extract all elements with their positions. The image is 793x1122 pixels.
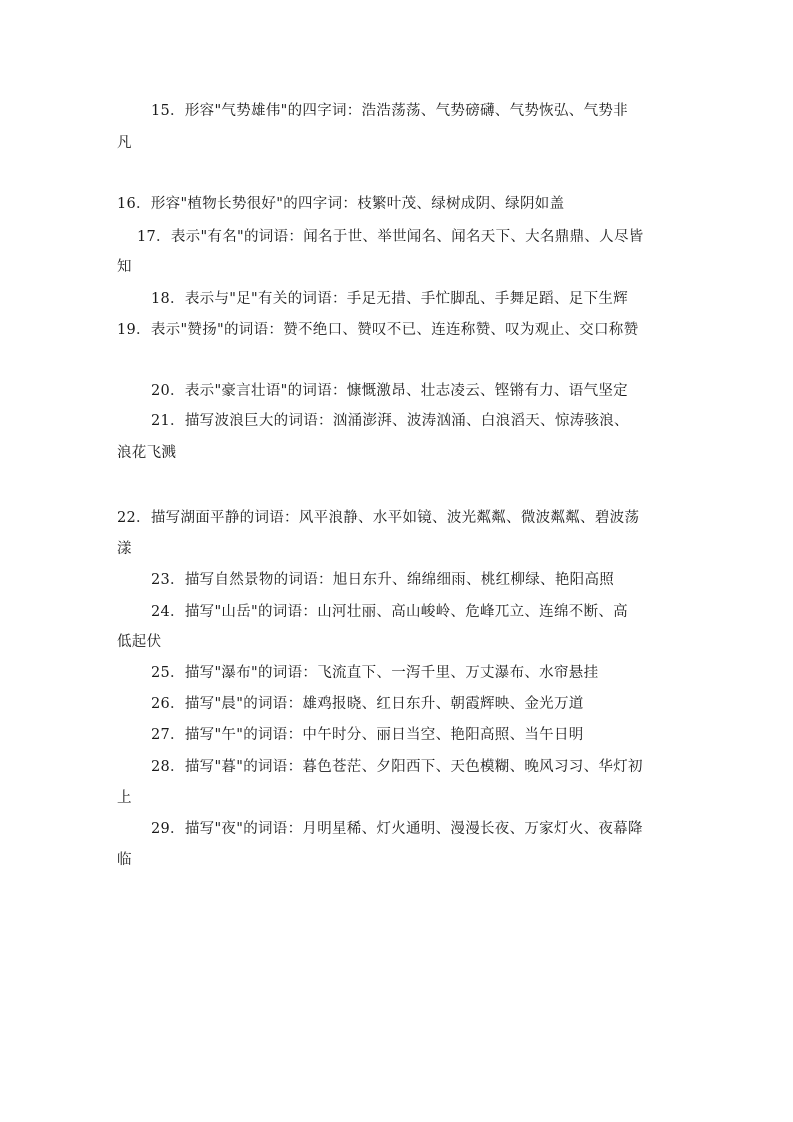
item-24-line-1: 24．描写"山岳"的词语：山河壮丽、高山峻岭、危峰兀立、连绵不断、高 [151,604,628,620]
item-28-line-1: 28．描写"暮"的词语：暮色苍茫、夕阳西下、天色模糊、晚风习习、华灯初 [151,759,643,775]
item-22-line-1: 22．描写湖面平静的词语：风平浪静、水平如镜、波光粼粼、微波粼粼、碧波荡 [117,510,640,526]
item-22-line-2: 漾 [117,541,132,557]
item-23: 23．描写自然景物的词语：旭日东升、绵绵细雨、桃红柳绿、艳阳高照 [151,572,615,588]
item-17-line-2: 知 [117,259,132,275]
item-15-line-2: 凡 [117,135,132,151]
item-24-line-2: 低起伏 [117,634,162,650]
item-19: 19．表示"赞扬"的词语：赞不绝口、赞叹不已、连连称赞、叹为观止、交口称赞 [117,322,639,338]
item-25: 25．描写"瀑布"的词语：飞流直下、一泻千里、万丈瀑布、水帘悬挂 [151,665,599,681]
item-26: 26．描写"晨"的词语：雄鸡报晓、红日东升、朝霞辉映、金光万道 [151,696,584,712]
item-20: 20．表示"豪言壮语"的词语：慷慨激昂、壮志凌云、铿锵有力、语气坚定 [151,383,628,399]
item-21-line-2: 浪花飞溅 [117,445,177,461]
item-29-line-2: 临 [117,852,132,868]
item-27: 27．描写"午"的词语：中午时分、丽日当空、艳阳高照、当午日明 [151,727,584,743]
item-29-line-1: 29．描写"夜"的词语：月明星稀、灯火通明、漫漫长夜、万家灯火、夜幕降 [151,821,643,837]
item-16: 16．形容"植物长势很好"的四字词：枝繁叶茂、绿树成阴、绿阴如盖 [117,196,565,212]
item-18: 18．表示与"足"有关的词语：手足无措、手忙脚乱、手舞足蹈、足下生辉 [151,291,628,307]
item-28-line-2: 上 [117,790,132,806]
item-21-line-1: 21．描写波浪巨大的词语：汹涌澎湃、波涛汹涌、白浪滔天、惊涛骇浪、 [151,413,629,429]
item-17-line-1: 17．表示"有名"的词语：闻名于世、举世闻名、闻名天下、大名鼎鼎、人尽皆 [137,229,644,245]
item-15-line-1: 15．形容"气势雄伟"的四字词：浩浩荡荡、气势磅礴、气势恢弘、气势非 [151,103,628,119]
